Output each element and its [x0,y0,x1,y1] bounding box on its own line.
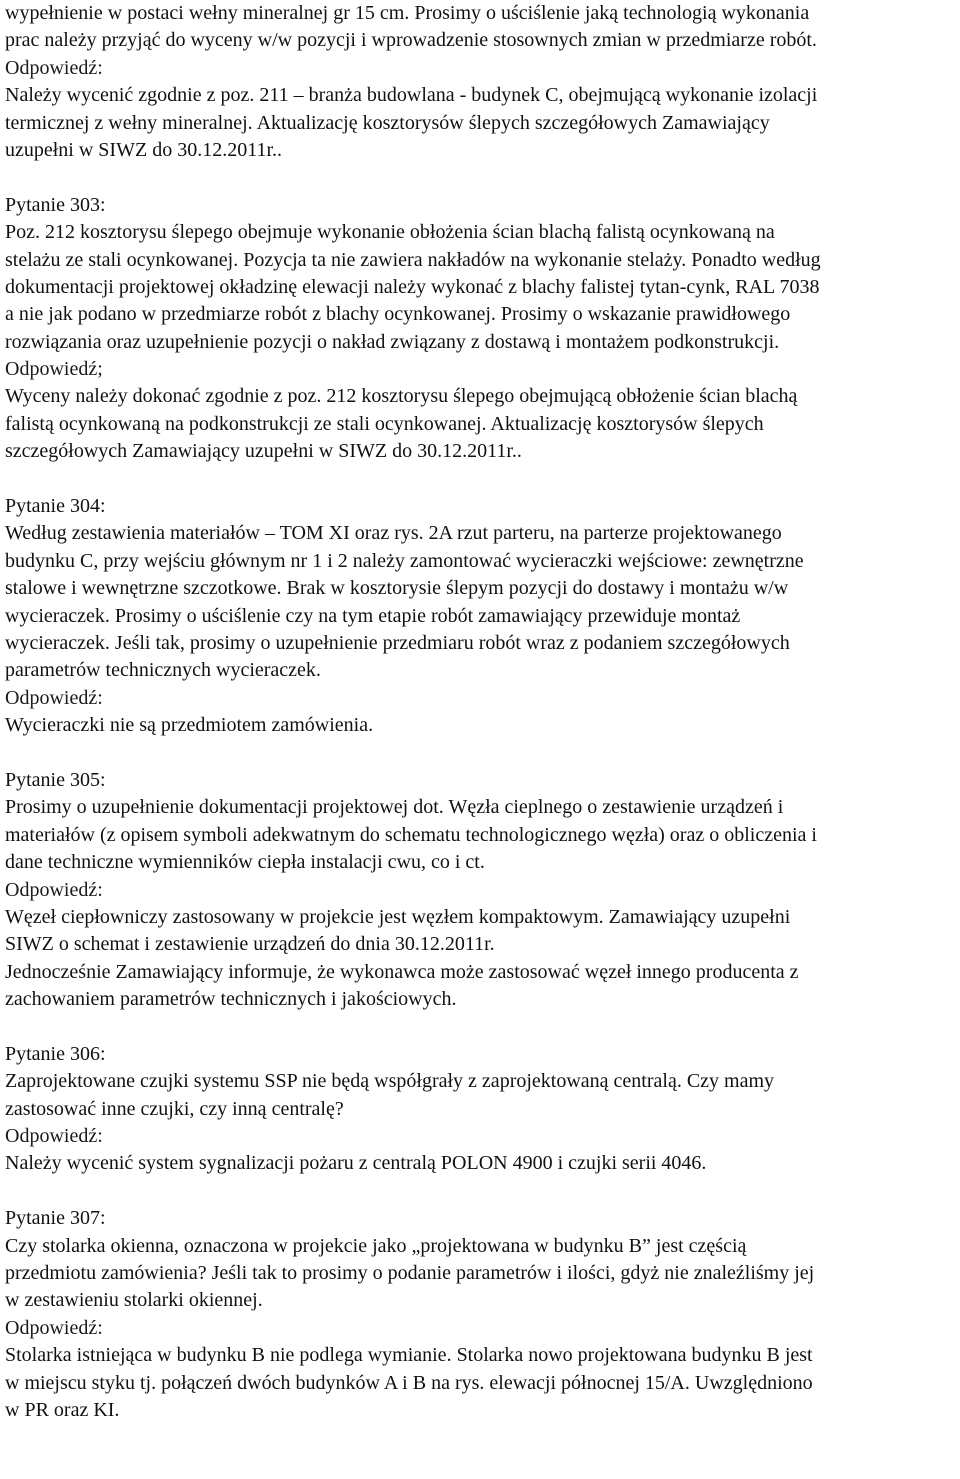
intro-answer-text [5,82,955,164]
spacer [5,1013,955,1040]
text-line: dokumentacji projektowej okładzinę elewacji należy wykonać z blachy falistej tytan-cynk, RAL 7038 [5,275,820,298]
text-line: Zaprojektowane czujki systemu SSP nie będą współgrały z zaprojektowaną centralą. Czy mamy [5,1070,775,1093]
text-line: Należy wycenić system sygnalizacji pożaru z centralą POLON 4900 i czujki serii 4046. [5,1152,707,1175]
text-line: Poz. 212 kosztorysu ślepego obejmuje wykonanie obłożenia ścian blachą falistą ocynkowaną na [5,221,775,244]
question-306-text [5,1068,955,1123]
text-line: Czy stolarka okienna, oznaczona w projekcie jako „projektowana w budynku B” jest częścią [5,1234,747,1257]
question-303-text [5,219,955,356]
spacer [5,466,955,493]
text-line: rozwiązania oraz uzupełnienie pozycji o nakład związany z dostawą i montażem podkonstrukcji. [5,330,780,353]
answer-label: Odpowiedź: [5,686,103,709]
text-line: wypełnienie w postaci wełny mineralnej gr 15 cm. Prosimy o uściślenie jaką technologią wykonania [5,2,810,24]
answer-label: Odpowiedź: [5,1125,103,1148]
text-line: prac należy przyjąć do wyceny w/w pozycji i wprowadzenie stosownych zmian w przedmiarze robót. [5,29,817,52]
answer-label: Odpowiedź: [5,56,103,79]
text-line: SIWZ o schemat i zestawienie urządzeń do dnia 30.12.2011r. [5,933,495,956]
answer-label: Odpowiedź: [5,1316,103,1339]
answer-304-text [5,712,955,739]
text-line: Wycieraczki nie są przedmiotem zamówienia. [5,714,374,737]
spacer [5,1178,955,1205]
spacer [5,164,955,191]
text-line: w zestawieniu stolarki okiennej. [5,1289,263,1312]
text-line: a nie jak podano w przedmiarze robót z blachy ocynkowanej. Prosimy o wskazanie prawidłowego [5,303,791,326]
text-line: Prosimy o uzupełnienie dokumentacji projektowej dot. Węzła cieplnego o zestawienie urządzeń i [5,796,784,819]
text-line: uzupełni w SIWZ do 30.12.2011r.. [5,138,283,161]
spacer [5,740,955,767]
question-title: Pytanie 304: [5,495,106,518]
answer-label: Odpowiedź; [5,358,103,381]
answer-303-text [5,383,955,465]
document-page [5,0,955,1424]
text-line: Według zestawienia materiałów – TOM XI oraz rys. 2A rzut parteru, na parterze projektowanego [5,522,782,545]
text-line: przedmiotu zamówienia? Jeśli tak to prosimy o podanie parametrów i ilości, gdyż nie znaleźliśmy jej [5,1261,815,1284]
text-line: Węzeł ciepłowniczy zastosowany w projekcie jest węzłem kompaktowym. Zamawiający uzupełni [5,905,791,928]
answer-307-text [5,1342,955,1424]
text-line: wycieraczek. Prosimy o uściślenie czy na tym etapie robót zamawiający przewiduje montaż [5,604,741,627]
question-307-text [5,1233,955,1315]
answer-305-text [5,904,955,1014]
question-304-text [5,520,955,684]
question-title: Pytanie 307: [5,1207,106,1230]
text-line: szczegółowych Zamawiający uzupełni w SIWZ do 30.12.2011r.. [5,440,522,463]
text-line: wycieraczek. Jeśli tak, prosimy o uzupełnienie przedmiaru robót wraz z podaniem szczegółowych [5,631,790,654]
question-title: Pytanie 303: [5,193,106,216]
question-title: Pytanie 305: [5,768,106,791]
question-title: Pytanie 306: [5,1042,106,1065]
text-line: Wyceny należy dokonać zgodnie z poz. 212 kosztorysu ślepego obejmującą obłożenie ścian blachą [5,385,798,408]
text-line: termicznej z wełny mineralnej. Aktualizację kosztorysów ślepych szczegółowych Zamawiający [5,111,770,134]
text-line: Należy wycenić zgodnie z poz. 211 – branża budowlana - budynek C, obejmującą wykonanie izolacji [5,84,818,107]
text-line: w PR oraz KI. [5,1398,120,1421]
text-line: zachowaniem parametrów technicznych i jakościowych. [5,988,457,1011]
text-line: falistą ocynkowaną na podkonstrukcji ze stali ocynkowanej. Aktualizację kosztorysów ślepych [5,412,764,435]
text-line: parametrów technicznych wycieraczek. [5,659,321,682]
intro-question-text [5,0,955,55]
text-line: stalowe i wewnętrzne szczotkowe. Brak w kosztorysie ślepym pozycji do dostawy i montażu w/w [5,577,789,600]
answer-label: Odpowiedź: [5,878,103,901]
text-line: w miejscu styku tj. połączeń dwóch budynków A i B na rys. elewacji północnej 15/A. Uwzględniono [5,1371,813,1394]
text-line: materiałów (z opisem symboli adekwatnym do schematu technologicznego węzła) oraz o obliczenia i [5,823,817,846]
text-line: dane techniczne wymienników ciepła instalacji cwu, co i ct. [5,851,485,874]
text-line: stelażu ze stali ocynkowanej. Pozycja ta nie zawiera nakładów na wykonanie stelaży. Ponadto według [5,248,821,271]
text-line: Stolarka istniejąca w budynku B nie podlega wymianie. Stolarka nowo projektowana budynku B jest [5,1344,813,1367]
text-line: budynku C, przy wejściu głównym nr 1 i 2 należy zamontować wycieraczki wejściowe: zewnętrzne [5,549,804,572]
text-line: Jednocześnie Zamawiający informuje, że wykonawca może zastosować węzeł innego producenta z [5,960,799,983]
question-305-text [5,794,955,876]
answer-306-text [5,1150,955,1177]
text-line: zastosować inne czujki, czy inną centralę? [5,1097,344,1120]
